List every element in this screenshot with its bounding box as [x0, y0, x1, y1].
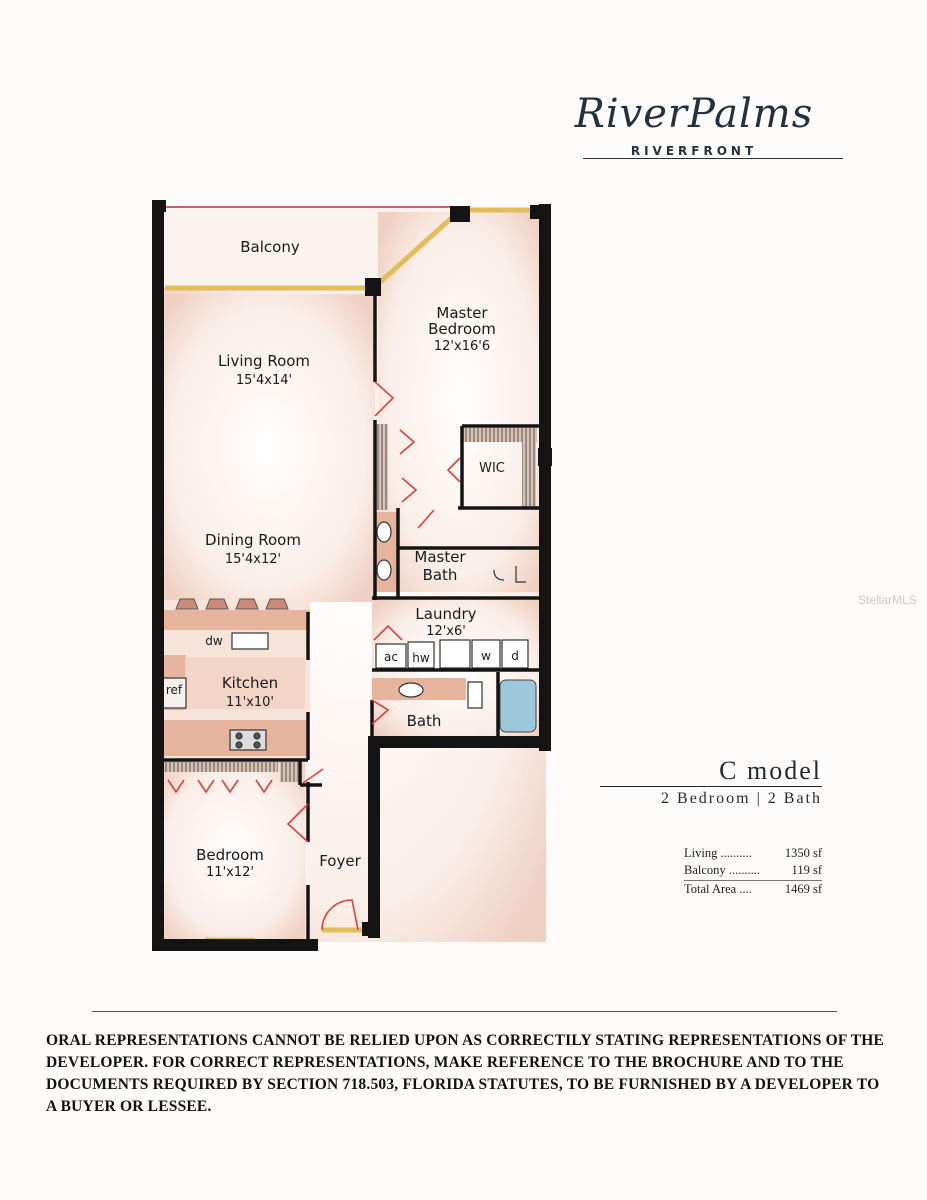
brand-subtitle: RIVERFRONT — [630, 144, 758, 158]
kitchen-label: Kitchen — [221, 674, 279, 692]
brand-title: RiverPalms — [574, 91, 814, 137]
master-bath-label: Master — [414, 548, 466, 566]
master-bedroom-label-2: Bedroom — [428, 320, 496, 338]
area-label: Living .......... — [684, 846, 752, 860]
model-subtitle: 2 Bedroom | 2 Bath — [661, 790, 822, 807]
disclaimer-text: ORAL REPRESENTATIONS CANNOT BE RELIED UPON AS CORRECTILY STATING REPRESENTATIONS OF THE DEVELOPER. FOR CORRECT REPRESENTATIONS, MAKE REFERENCE TO THE BROCHURE AND TO THE DOCUMENTS REQUIRED BY SECTION 718.503, FLORIDA STATUTES, TO BE FURNISHED BY A DEVELOPER TO A BUYER OR LESSEE. — [46, 1032, 885, 1115]
master-bath-label-2: Bath — [422, 566, 458, 584]
master-bedroom-label: Master — [436, 304, 488, 322]
floor-fills — [160, 208, 546, 942]
hw-label: hw — [412, 651, 430, 665]
balcony-label: Balcony — [240, 238, 300, 256]
divider — [92, 1011, 837, 1012]
model-title: C model — [719, 756, 822, 785]
bathtub — [500, 680, 536, 732]
refrigerator-label: ref — [165, 683, 183, 697]
watermark: StellarMLS — [858, 593, 917, 607]
bedroom-dim: 11'x12' — [206, 865, 254, 880]
dining-room-label: Dining Room — [205, 531, 301, 549]
area-label: Balcony .......... — [684, 863, 761, 877]
living-room-dim: 15'4x14' — [235, 373, 293, 388]
area-row-living — [684, 845, 822, 862]
area-value: 119 sf — [791, 863, 822, 877]
kitchen-dim: 11'x10' — [226, 695, 274, 710]
area-value: 1469 sf — [784, 882, 822, 896]
model-rule — [600, 786, 822, 787]
wic-label: WIC — [479, 461, 505, 476]
washer-label: w — [481, 649, 491, 663]
master-bedroom-dim: 12'x16'6 — [433, 339, 491, 354]
bedroom-label: Bedroom — [196, 846, 264, 864]
area-row-total — [684, 880, 822, 898]
foyer-label: Foyer — [319, 852, 361, 870]
dining-room-dim: 15'4x12' — [224, 552, 282, 567]
dishwasher-label: dw — [205, 634, 223, 648]
area-value: 1350 sf — [784, 846, 822, 860]
area-row-balcony — [684, 862, 822, 879]
area-table — [684, 845, 822, 898]
ac-label: ac — [384, 650, 398, 664]
living-room-label: Living Room — [217, 352, 311, 370]
laundry-label: Laundry — [415, 605, 477, 623]
laundry-dim: 12'x6' — [426, 624, 466, 639]
area-label: Total Area .... — [684, 882, 752, 896]
dryer-label: d — [511, 649, 519, 663]
bath-label: Bath — [406, 712, 442, 730]
